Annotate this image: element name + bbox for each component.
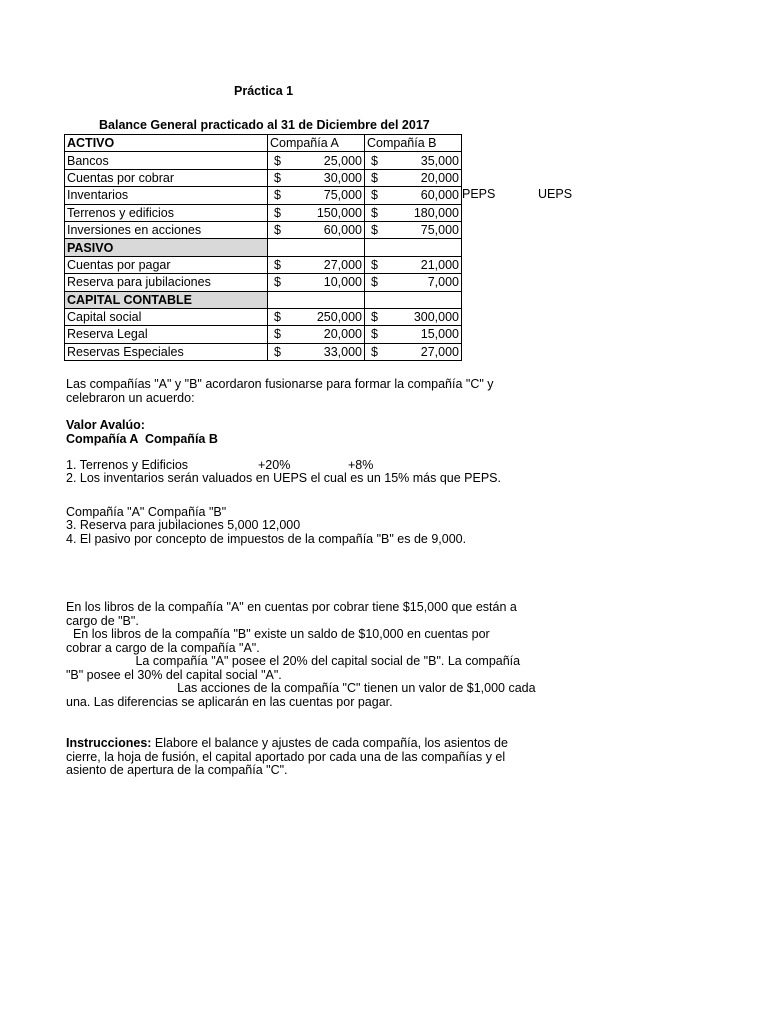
table-row	[65, 204, 462, 221]
amount: 60,000	[420, 188, 459, 203]
value-compania-b	[365, 343, 462, 360]
header-compania-a: Compañía A	[268, 135, 365, 152]
valor-avaluo-title: Valor Avalúo:	[66, 418, 145, 432]
table-row	[65, 169, 462, 186]
amount: 15,000	[420, 327, 459, 342]
currency-symbol: $	[371, 275, 378, 290]
item-1-value-a: +20%	[258, 458, 291, 472]
currency-symbol: $	[274, 188, 281, 203]
table-header-row	[65, 135, 462, 152]
currency-symbol: $	[274, 310, 281, 325]
row-label: Reserva Legal	[65, 326, 268, 343]
amount: 25,000	[323, 153, 362, 168]
currency-symbol: $	[371, 344, 378, 359]
instructions-text: Elabore el balance y ajustes de cada compañía, los asientos de cierre, la hoja de fusión, el capital aportado por cada una de las compañías y el asiento de apertura de la compañía "C".	[66, 736, 508, 777]
value-compania-b	[365, 187, 462, 204]
currency-symbol: $	[371, 153, 378, 168]
empty-cell	[365, 239, 462, 256]
header-activo: ACTIVO	[65, 135, 268, 152]
currency-symbol: $	[274, 257, 281, 272]
section-pasivo	[65, 239, 462, 256]
row-label: Capital social	[65, 308, 268, 325]
section-pasivo-label: PASIVO	[65, 239, 268, 256]
row-label: Reservas Especiales	[65, 343, 268, 360]
value-compania-b	[365, 221, 462, 238]
instructions-paragraph	[66, 737, 508, 778]
value-compania-b	[365, 256, 462, 273]
amount: 75,000	[420, 223, 459, 238]
amount: 150,000	[316, 205, 362, 220]
empty-cell	[268, 239, 365, 256]
currency-symbol: $	[371, 170, 378, 185]
value-compania-b	[365, 152, 462, 169]
currency-symbol: $	[274, 327, 281, 342]
item-1-label: 1. Terrenos y Edificios	[66, 458, 189, 472]
table-row	[65, 221, 462, 238]
value-compania-b	[365, 204, 462, 221]
table-row	[65, 343, 462, 360]
balance-table	[64, 134, 462, 361]
empty-cell	[365, 291, 462, 308]
currency-symbol: $	[274, 223, 281, 238]
currency-symbol: $	[371, 327, 378, 342]
value-compania-b	[365, 326, 462, 343]
value-compania-a	[268, 256, 365, 273]
amount: 21,000	[420, 257, 459, 272]
value-compania-b	[365, 274, 462, 291]
amount: 33,000	[323, 344, 362, 359]
value-compania-a	[268, 308, 365, 325]
amount: 250,000	[316, 310, 362, 325]
value-compania-a	[268, 187, 365, 204]
table-row	[65, 326, 462, 343]
amount: 35,000	[420, 153, 459, 168]
companies-header: Compañía "A" Compañía "B"	[66, 505, 227, 519]
value-compania-b	[365, 169, 462, 186]
section-capital-contable-label: CAPITAL CONTABLE	[65, 291, 268, 308]
table-row	[65, 152, 462, 169]
ueps-label: UEPS	[538, 187, 573, 201]
currency-symbol: $	[274, 205, 281, 220]
row-label: Cuentas por cobrar	[65, 169, 268, 186]
amount: 27,000	[420, 344, 459, 359]
table-row	[65, 274, 462, 291]
amount: 20,000	[323, 327, 362, 342]
currency-symbol: $	[371, 310, 378, 325]
intro-paragraph: Las compañías "A" y "B" acordaron fusionarse para formar la compañía "C" y celebraron un acuerdo:	[66, 377, 494, 405]
section-capital-contable	[65, 291, 462, 308]
instructions-label: Instrucciones:	[66, 736, 152, 750]
table-row	[65, 308, 462, 325]
value-compania-a	[268, 326, 365, 343]
page-title: Práctica 1	[234, 84, 294, 98]
amount: 60,000	[323, 223, 362, 238]
amount: 10,000	[323, 275, 362, 290]
amount: 7,000	[427, 275, 459, 290]
amount: 300,000	[413, 310, 459, 325]
empty-cell	[268, 291, 365, 308]
value-compania-a	[268, 274, 365, 291]
header-compania-b: Compañía B	[365, 135, 462, 152]
table-row	[65, 256, 462, 273]
value-compania-a	[268, 204, 365, 221]
peps-label: PEPS	[462, 187, 496, 201]
row-label: Terrenos y edificios	[65, 204, 268, 221]
item-2: 2. Los inventarios serán valuados en UEPS el cual es un 15% más que PEPS.	[66, 471, 501, 485]
amount: 180,000	[413, 205, 459, 220]
row-label: Cuentas por pagar	[65, 256, 268, 273]
currency-symbol: $	[274, 153, 281, 168]
item-1-value-b: +8%	[348, 458, 374, 472]
item-3: 3. Reserva para jubilaciones 5,000 12,000	[66, 518, 301, 532]
currency-symbol: $	[371, 205, 378, 220]
balance-subtitle: Balance General practicado al 31 de Diciembre del 2017	[99, 118, 430, 132]
amount: 75,000	[323, 188, 362, 203]
value-compania-b	[365, 308, 462, 325]
currency-symbol: $	[371, 188, 378, 203]
row-label: Inversiones en acciones	[65, 221, 268, 238]
value-compania-a	[268, 343, 365, 360]
table-row	[65, 187, 462, 204]
currency-symbol: $	[274, 344, 281, 359]
currency-symbol: $	[371, 223, 378, 238]
row-label: Inventarios	[65, 187, 268, 204]
currency-symbol: $	[371, 257, 378, 272]
amount: 27,000	[323, 257, 362, 272]
valor-avaluo-columns: Compañía A Compañía B	[66, 432, 218, 446]
amount: 30,000	[323, 170, 362, 185]
value-compania-a	[268, 221, 365, 238]
value-compania-a	[268, 152, 365, 169]
item-4: 4. El pasivo por concepto de impuestos de la compañía "B" es de 9,000.	[66, 532, 467, 546]
row-label: Bancos	[65, 152, 268, 169]
value-compania-a	[268, 169, 365, 186]
currency-symbol: $	[274, 275, 281, 290]
row-label: Reserva para jubilaciones	[65, 274, 268, 291]
details-paragraph: En los libros de la compañía "A" en cuentas por cobrar tiene $15,000 que están a cargo de "B". En los libros de la compañía "B" existe un saldo de $10,000 en cuentas por cobrar a cargo de la compañía "A". La compañía "A" posee el 20% del capital social de "B". La compañía "B" posee el 30% del capital social "A". Las acciones de la compañía "C" tienen un valor de $1,000 cada una. Las diferencias se aplicarán en las cuentas por pagar.	[66, 600, 536, 709]
amount: 20,000	[420, 170, 459, 185]
currency-symbol: $	[274, 170, 281, 185]
